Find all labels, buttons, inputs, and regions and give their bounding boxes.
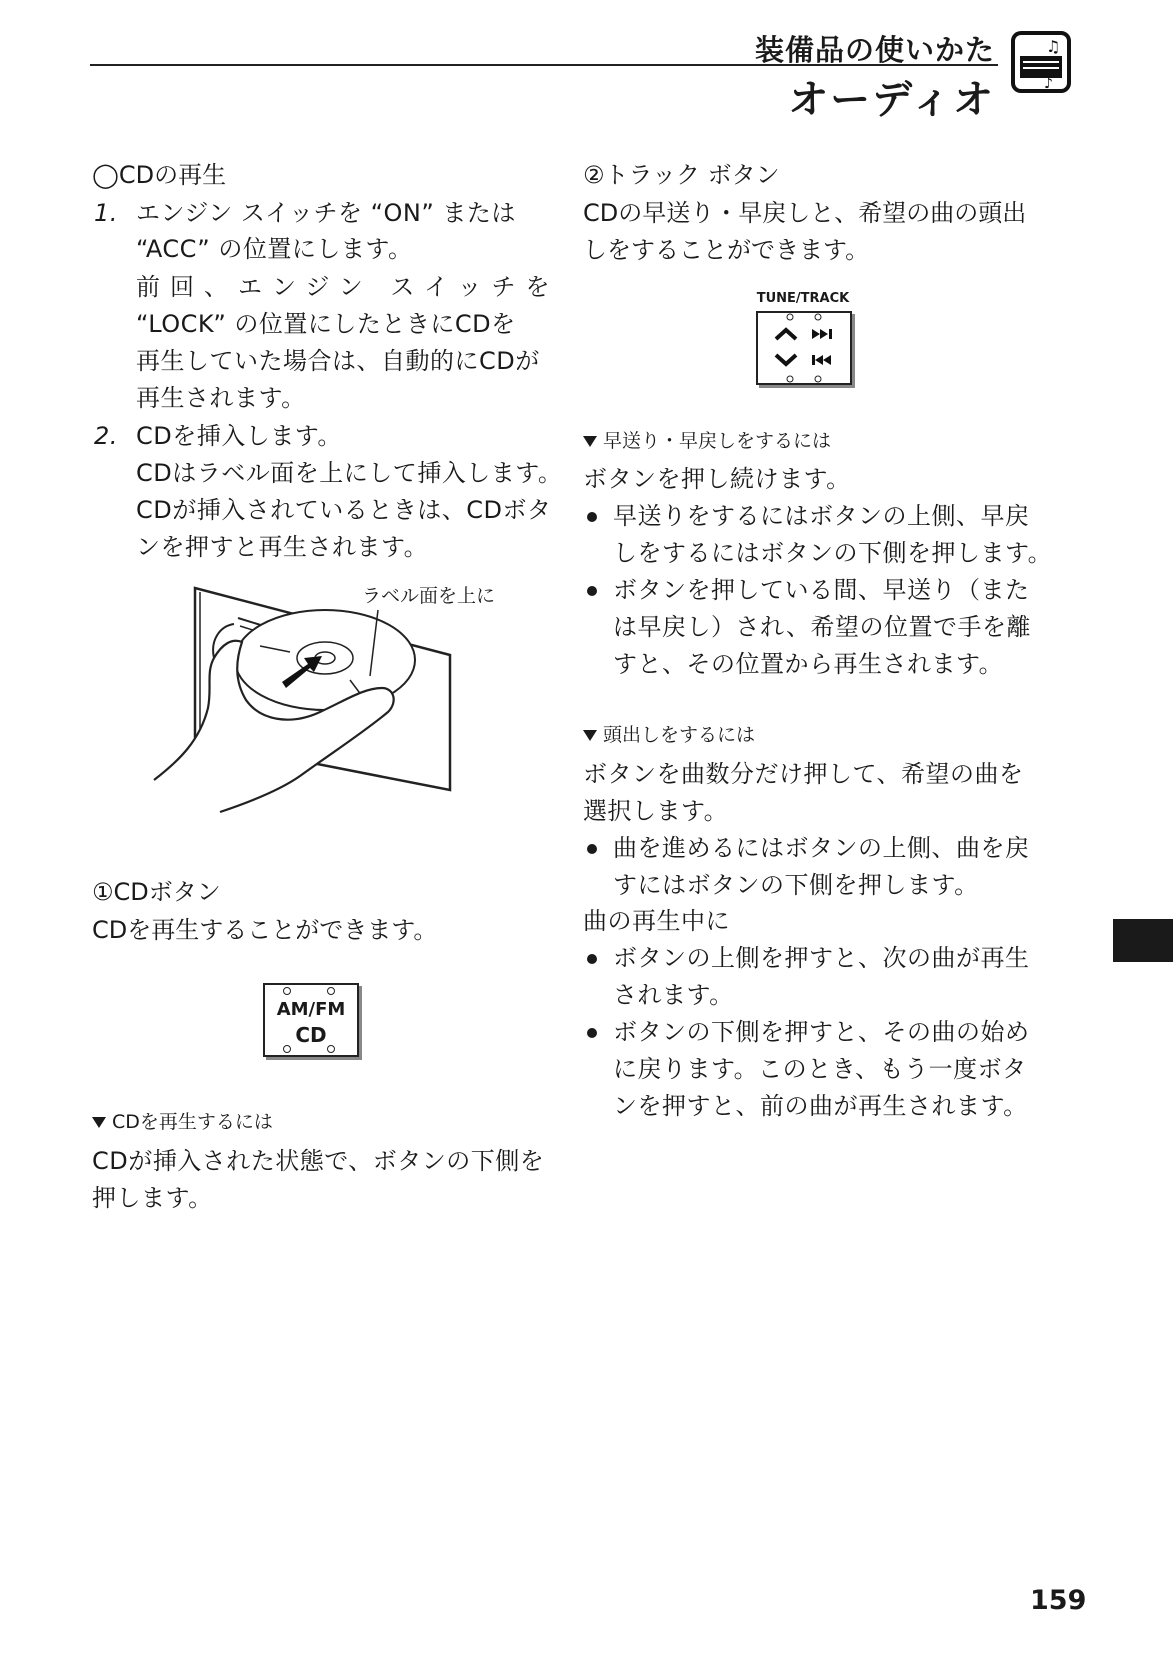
track-desc-line: しをすることができます。 (583, 236, 870, 264)
during-bullet-line: されます。 (613, 981, 734, 1009)
header-category: 装備品の使いかた (754, 33, 995, 67)
svg-text:♪: ♪ (1044, 76, 1053, 92)
svg-text:♫: ♫ (1046, 37, 1061, 56)
step1-line: “ACC” の位置にします。 (136, 235, 413, 263)
step1-line: エンジン スイッチを “ON” または (136, 199, 516, 227)
track-desc-line: CDの早送り・早戻しと、希望の曲の頭出 (583, 199, 1027, 227)
ff-bullet-line: しをするにはボタンの下側を押します。 (613, 539, 1053, 567)
step-number: 1. (94, 199, 118, 227)
play-line: 押します。 (92, 1184, 213, 1212)
skip-lead-line: ボタンを曲数分だけ押して、希望の曲を (583, 760, 1024, 788)
during-bullet: ボタンの下側を押すと、その曲の始め (587, 1013, 1030, 1051)
am-fm-label: AM/FM (276, 999, 346, 1020)
tune-track-button-image (756, 311, 852, 385)
during-label: 曲の再生中に (583, 907, 730, 935)
during-bullet-line: ンを押すと、前の曲が再生されます。 (613, 1092, 1028, 1120)
tune-track-label: TUNE/TRACK (756, 291, 850, 306)
cd-button-desc: CDを再生することができます。 (92, 916, 438, 944)
play-line: CDが挿入された状態で、ボタンの下側を (92, 1147, 545, 1175)
bullet-dot-icon (587, 844, 597, 854)
step2-line: CDが挿入されているときは、CDボタ (136, 496, 552, 524)
during-bullet: ボタンの上側を押すと、次の曲が再生 (587, 939, 1030, 977)
ff-bullet: 早送りをするにはボタンの上側、早戻 (587, 497, 1030, 535)
bullet-dot-icon (587, 512, 597, 522)
triangle-marker-icon (92, 1117, 106, 1128)
bullet-dot-icon (587, 1028, 597, 1038)
bullet-dot-icon (587, 586, 597, 596)
chapter-tab (1113, 919, 1173, 962)
figure-label: ラベル面を上に (362, 585, 496, 607)
ff-bullet: ボタンを押している間、早送り（また (587, 571, 1030, 609)
skip-lead-line: 選択します。 (583, 797, 729, 825)
cd-label: CD (295, 1023, 327, 1047)
ff-lead: ボタンを押し続けます。 (583, 465, 851, 493)
step1-note-line: 再生していた場合は、自動的にCDが (136, 347, 540, 375)
ff-bullet-line: すと、その位置から再生されます。 (613, 650, 1004, 678)
ff-heading (583, 426, 831, 456)
ff-bullet-line: は早戻し）され、希望の位置で手を離 (613, 613, 1031, 641)
cd-button-title: ①CDボタン (92, 878, 221, 906)
bullet-dot-icon (587, 954, 597, 964)
step2-line: ンを押すと再生されます。 (136, 533, 429, 561)
play-heading-text: CDを再生するには (112, 1111, 273, 1133)
header-title: オーディオ (788, 77, 995, 123)
step-number: 2. (94, 422, 118, 450)
section-title: ◯CDの再生 (92, 161, 227, 189)
step1-note-line: “LOCK” の位置にしたときにCDを (136, 310, 516, 338)
page-number: 159 (1030, 1585, 1087, 1616)
step2-line: CDを挿入します。 (136, 422, 342, 450)
during-bullet-line: に戻ります。このとき、もう一度ボタ (613, 1055, 1027, 1083)
triangle-marker-icon (583, 730, 597, 741)
skip-bullet: 曲を進めるにはボタンの上側、曲を戻 (587, 829, 1030, 867)
header-rule (90, 64, 998, 66)
step2-line: CDはラベル面を上にして挿入します。 (136, 459, 563, 487)
skip-bullet-line: すにはボタンの下側を押します。 (613, 871, 979, 899)
track-title: ②トラック ボタン (583, 161, 780, 189)
play-heading (92, 1107, 273, 1137)
cd-insertion-illustration (150, 580, 490, 820)
triangle-marker-icon (583, 436, 597, 447)
ff-heading-text: 早送り・早戻しをするには (603, 430, 832, 452)
step1-note-line: 再生されます。 (136, 384, 306, 412)
skip-heading (583, 720, 755, 750)
step1-note-line: 前回、エンジン スイッチを (136, 273, 560, 301)
audio-music-icon (1010, 30, 1072, 94)
am-fm-cd-button-image (263, 983, 359, 1057)
skip-heading-text: 頭出しをするには (603, 724, 756, 746)
